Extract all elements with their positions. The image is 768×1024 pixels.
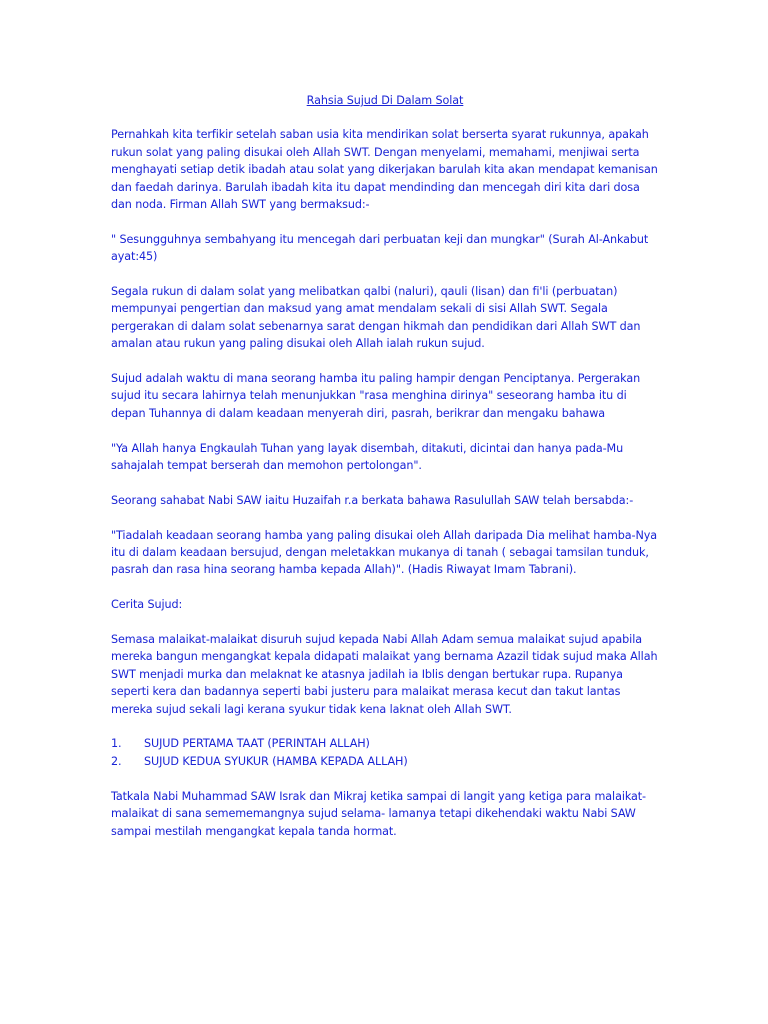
list-item-text: SUJUD KEDUA SYUKUR (HAMBA KEPADA ALLAH) [144, 754, 408, 768]
document-body [111, 92, 659, 857]
list-item-number: 1. [111, 737, 122, 751]
list-item [111, 735, 659, 752]
paragraph-quote-ankabut: " Sesungguhnya sembahyang itu mencegah dari perbuatan keji dan mungkar" (Surah Al-Ankabut ayat:45) [111, 232, 649, 264]
paragraph-closing: Tatkala Nabi Muhammad SAW Israk dan Mikraj ketika sampai di langit yang ketiga para malaikat-malaikat di sana semememangnya sujud selama- lamanya tetapi dikehendaki waktu Nabi SAW sampai mestilah mengangkat kepala tanda hormat. [111, 789, 646, 838]
paragraph-huzaifah: Seorang sahabat Nabi SAW iaitu Huzaifah r.a berkata bahawa Rasulullah SAW telah bersabda:- [111, 493, 634, 507]
list-item-number: 2. [111, 754, 122, 768]
paragraph-hadis: "Tiadalah keadaan seorang hamba yang paling disukai oleh Allah daripada Dia melihat hamba-Nya itu di dalam keadaan bersujud, dengan meletakkan mukanya di tanah ( sebagai tamsilan tunduk, pasrah dan rasa hina seorang hamba kepada Allah)". (Hadis Riwayat Imam Tabrani). [111, 528, 658, 577]
list-item [111, 753, 659, 770]
paragraph-story: Semasa malaikat-malaikat disuruh sujud kepada Nabi Allah Adam semua malaikat sujud apabila mereka bangun mengangkat kepala didapati malaikat yang bernama Azazil tidak sujud maka Allah SWT menjadi murka dan melaknat ke atasnya jadilah ia Iblis dengan bertukar rupa. Rupanya seperti kera dan badannya seperti babi justeru para malaikat merasa kecut dan takut lantas mereka sujud sekali lagi kerana syukur tidak kena laknat oleh Allah SWT. [111, 633, 658, 716]
paragraph-sujud: Sujud adalah waktu di mana seorang hamba itu paling hampir dengan Penciptanya. Pergerakan sujud itu secara lahirnya telah menunjukkan "rasa menghina dirinya" seseorang hamba itu di depan Tuhannya di dalam keadaan menyerah diri, pasrah, berikrar dan mengaku bahawa [111, 372, 641, 420]
document-title: Rahsia Sujud Di Dalam Solat [306, 94, 464, 107]
section-heading-cerita-sujud: Cerita Sujud: [111, 598, 183, 612]
list-item-text: SUJUD PERTAMA TAAT (PERINTAH ALLAH) [144, 737, 370, 751]
sujud-list [111, 735, 659, 770]
paragraph-intro: Pernahkah kita terfikir setelah saban usia kita mendirikan solat berserta syarat rukunnya, apakah rukun solat yang paling disukai oleh Allah SWT. Dengan menyelami, memahami, menjiwai serta menghayati setiap detik ibadah atau solat yang dikerjakan barulah kita akan mendapat kemanisan dan faedah darinya. Barulah ibadah kita itu dapat mendinding dan mencegah diri kita dari dosa dan noda. Firman Allah SWT yang bermaksud:- [111, 128, 658, 212]
paragraph-doa: "Ya Allah hanya Engkaulah Tuhan yang layak disembah, ditakuti, dicintai dan hanya pada-Mu sahajalah tempat berserah dan memohon pertolongan". [111, 441, 624, 473]
paragraph-rukun: Segala rukun di dalam solat yang melibatkan qalbi (naluri), qauli (lisan) dan fi'li (perbuatan) mempunyai pengertian dan maksud yang amat mendalam sekali di sisi Allah SWT. Segala pergerakan di dalam solat sebenarnya sarat dengan hikmah dan pendidikan dari Allah SWT dan amalan atau rukun yang paling disukai oleh Allah ialah rukun sujud. [111, 285, 641, 351]
